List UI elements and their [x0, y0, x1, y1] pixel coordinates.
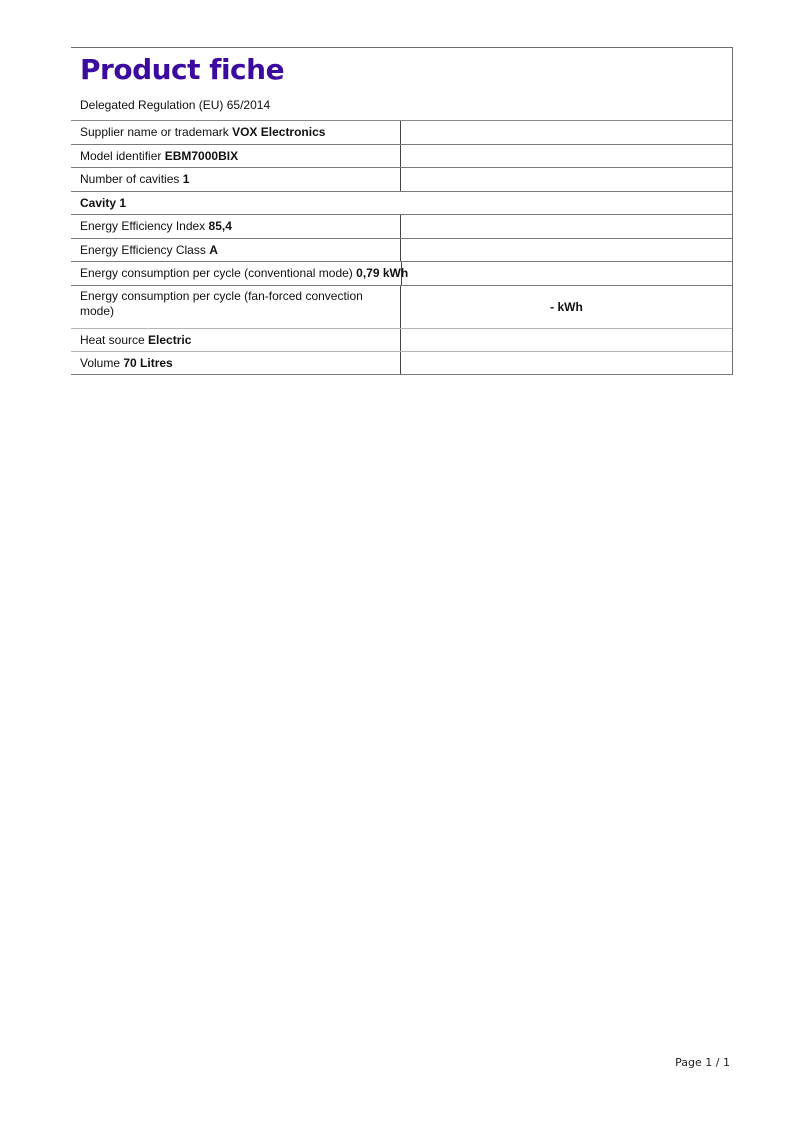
- row-label: Volume: [80, 356, 121, 370]
- row-label: Model identifier: [80, 149, 162, 163]
- row-heat-source: [71, 329, 732, 352]
- row-label: Energy Efficiency Index: [80, 219, 206, 233]
- product-fiche-table: [71, 47, 733, 375]
- row-right-cell: [401, 215, 732, 238]
- row-value: EBM7000BIX: [164, 149, 239, 163]
- regulation-subtitle: Delegated Regulation (EU) 65/2014: [80, 98, 271, 112]
- row-value: A: [209, 243, 218, 257]
- row-value: 85,4: [208, 219, 232, 233]
- row-right-cell: [401, 352, 732, 374]
- row-energy-class: [71, 239, 732, 262]
- page-title: Product fiche: [80, 53, 285, 86]
- row-value: 0,79 kWh: [356, 266, 409, 280]
- row-right-cell: [401, 168, 732, 191]
- row-right-cell: [401, 121, 732, 144]
- page-number: Page 1 / 1: [675, 1056, 730, 1069]
- row-right-cell: [401, 329, 732, 351]
- row-eei: [71, 215, 732, 239]
- row-label: Energy consumption per cycle (conventional mode): [80, 266, 353, 280]
- row-cavities: [71, 168, 732, 192]
- row-label: Number of cavities: [80, 172, 180, 186]
- row-label: Heat source: [80, 333, 145, 347]
- row-label: Energy consumption per cycle (fan-forced convection mode): [80, 289, 363, 318]
- row-energy-conventional: [71, 262, 732, 286]
- row-right-cell: [401, 145, 732, 167]
- row-value: 70 Litres: [123, 356, 173, 370]
- row-value: 1: [182, 172, 190, 186]
- section-heading: Cavity 1: [80, 196, 127, 210]
- row-label: Supplier name or trademark: [80, 125, 229, 139]
- row-label: Energy Efficiency Class: [80, 243, 206, 257]
- section-cavity-1: [71, 192, 732, 215]
- row-value: Electric: [148, 333, 192, 347]
- row-value: VOX Electronics: [232, 125, 326, 139]
- row-supplier: [71, 121, 732, 145]
- header-block: [71, 48, 732, 121]
- row-volume: [71, 352, 732, 375]
- row-right-cell: [401, 239, 732, 261]
- row-model: [71, 145, 732, 168]
- row-right-cell: - kWh: [550, 300, 583, 314]
- row-energy-fan-forced: [71, 286, 732, 329]
